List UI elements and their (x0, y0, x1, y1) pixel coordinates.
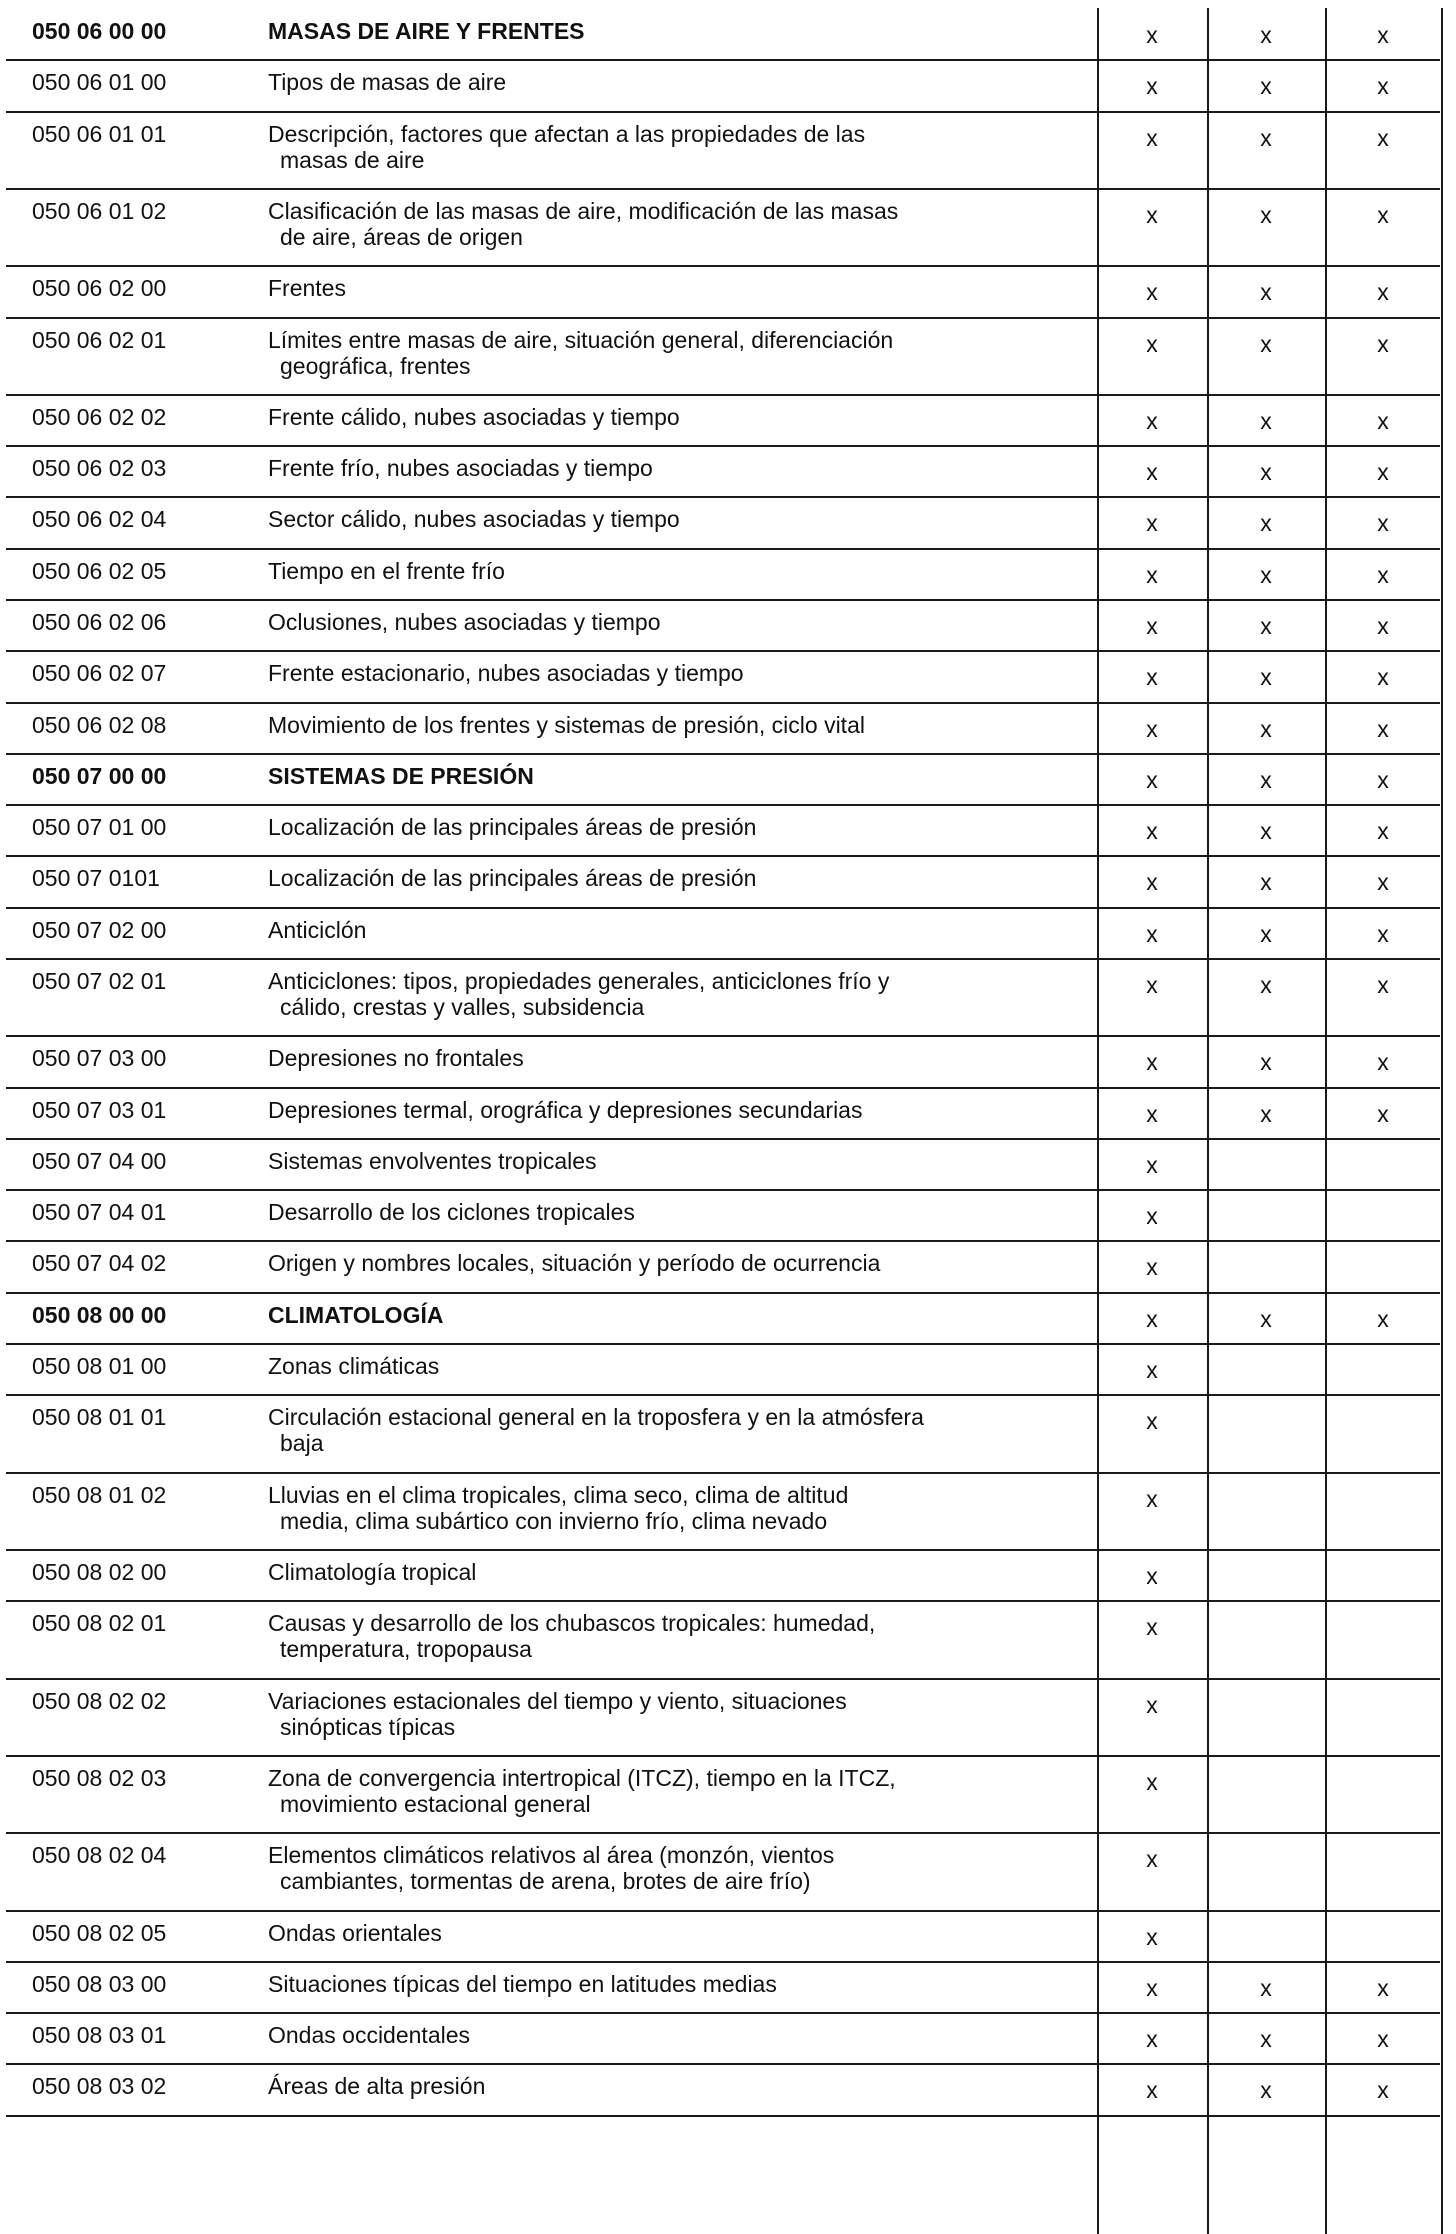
row-description: de aire, áreas de origen (280, 223, 523, 250)
row-code: 050 08 02 05 (32, 1919, 167, 1946)
row-description: movimiento estacional general (280, 1790, 591, 1817)
row-rule (6, 445, 1440, 447)
row-code: 050 07 03 01 (32, 1096, 167, 1123)
check-mark: x (1377, 1049, 1389, 1076)
check-mark: x (1260, 459, 1272, 486)
check-mark: x (1146, 510, 1158, 537)
row-code: 050 08 03 01 (32, 2022, 167, 2049)
row-description: cálido, crestas y valles, subsidencia (280, 993, 645, 1020)
row-description: Zonas climáticas (268, 1352, 440, 1379)
check-mark: x (1260, 561, 1272, 588)
check-mark: x (1377, 1974, 1389, 2001)
check-mark: x (1377, 201, 1389, 228)
check-mark: x (1146, 1485, 1158, 1512)
check-mark: x (1146, 818, 1158, 845)
row-rule (6, 907, 1440, 909)
check-mark: x (1260, 664, 1272, 691)
row-description: Desarrollo de los ciclones tropicales (268, 1199, 635, 1226)
row-code: 050 06 02 07 (32, 660, 167, 687)
check-mark: x (1260, 124, 1272, 151)
row-rule (6, 317, 1440, 319)
check-mark: x (1260, 73, 1272, 100)
check-mark: x (1260, 2026, 1272, 2053)
check-mark: x (1146, 1562, 1158, 1589)
row-description: Frente estacionario, nubes asociadas y tiempo (268, 660, 744, 687)
check-mark: x (1146, 1974, 1158, 2001)
row-description: Causas y desarrollo de los chubascos tropicales: humedad, (268, 1610, 876, 1637)
row-code: 050 06 00 00 (32, 18, 167, 44)
row-rule (6, 496, 1440, 498)
check-mark: x (1146, 407, 1158, 434)
row-description: Ondas occidentales (268, 2022, 471, 2049)
row-description: Anticiclones: tipos, propiedades generales, anticiclones frío y (268, 967, 890, 994)
column-rule (1097, 8, 1099, 2234)
check-mark: x (1146, 1691, 1158, 1718)
row-code: 050 06 02 08 (32, 711, 167, 738)
row-rule (6, 702, 1440, 704)
check-mark: x (1377, 279, 1389, 306)
row-code: 050 08 00 00 (32, 1301, 167, 1328)
row-description: MASAS DE AIRE Y FRENTES (268, 18, 585, 44)
row-code: 050 06 02 06 (32, 609, 167, 635)
row-code: 050 08 01 00 (32, 1352, 167, 1379)
row-code: 050 06 02 04 (32, 506, 167, 533)
row-code: 050 07 04 01 (32, 1199, 167, 1226)
check-mark: x (1146, 920, 1158, 947)
check-mark: x (1146, 971, 1158, 998)
check-mark: x (1260, 2077, 1272, 2104)
row-rule (6, 1472, 1440, 1474)
row-description: masas de aire (280, 146, 425, 173)
row-rule (6, 1189, 1440, 1191)
row-rule (6, 1394, 1440, 1396)
row-description: Anticiclón (268, 916, 367, 943)
row-code: 050 07 01 00 (32, 814, 167, 841)
row-code: 050 07 04 00 (32, 1147, 167, 1174)
check-mark: x (1377, 869, 1389, 896)
row-code: 050 07 02 01 (32, 967, 167, 994)
check-mark: x (1146, 2077, 1158, 2104)
check-mark: x (1260, 869, 1272, 896)
row-rule (6, 1549, 1440, 1551)
row-code: 050 06 02 00 (32, 275, 167, 302)
row-code: 050 06 01 00 (32, 69, 167, 96)
row-rule (6, 1961, 1440, 1963)
row-code: 050 06 02 05 (32, 557, 167, 584)
row-description: Depresiones termal, orográfica y depresiones secundarias (268, 1096, 863, 1123)
row-description: Ondas orientales (268, 1919, 442, 1946)
check-mark: x (1377, 73, 1389, 100)
check-mark: x (1260, 1974, 1272, 2001)
column-rule (1441, 8, 1443, 2234)
row-code: 050 06 01 01 (32, 120, 167, 147)
row-code: 050 08 02 02 (32, 1687, 167, 1714)
row-rule (6, 1910, 1440, 1912)
check-mark: x (1146, 1203, 1158, 1230)
check-mark: x (1260, 1049, 1272, 1076)
row-rule (6, 2063, 1440, 2065)
row-description: CLIMATOLOGÍA (268, 1301, 444, 1328)
row-description: cambiantes, tormentas de arena, brotes de aire frío) (280, 1868, 811, 1895)
check-mark: x (1260, 330, 1272, 357)
check-mark: x (1377, 920, 1389, 947)
row-rule (6, 59, 1440, 61)
check-mark: x (1377, 124, 1389, 151)
row-rule (6, 1292, 1440, 1294)
row-description: geográfica, frentes (280, 352, 471, 379)
row-rule (6, 1678, 1440, 1680)
row-description: media, clima subártico con invierno frío, clima nevado (280, 1507, 828, 1534)
check-mark: x (1146, 459, 1158, 486)
row-description: Frente cálido, nubes asociadas y tiempo (268, 403, 680, 430)
row-description: Tiempo en el frente frío (268, 557, 505, 584)
check-mark: x (1377, 2026, 1389, 2053)
check-mark: x (1260, 1305, 1272, 1332)
row-rule (6, 753, 1440, 755)
check-mark: x (1146, 1049, 1158, 1076)
check-mark: x (1377, 510, 1389, 537)
check-mark: x (1146, 1614, 1158, 1641)
check-mark: x (1146, 1923, 1158, 1950)
row-code: 050 08 01 02 (32, 1481, 167, 1508)
check-mark: x (1146, 2026, 1158, 2053)
check-mark: x (1146, 869, 1158, 896)
row-code: 050 06 02 03 (32, 455, 167, 482)
check-mark: x (1146, 73, 1158, 100)
row-code: 050 08 03 02 (32, 2073, 167, 2100)
row-rule (6, 1832, 1440, 1834)
row-description: Elementos climáticos relativos al área (monzón, vientos (268, 1842, 835, 1869)
row-code: 050 08 02 03 (32, 1764, 167, 1791)
row-rule (6, 394, 1440, 396)
check-mark: x (1260, 201, 1272, 228)
check-mark: x (1377, 664, 1389, 691)
row-rule (6, 599, 1440, 601)
row-code: 050 08 02 00 (32, 1558, 167, 1585)
row-code: 050 06 02 02 (32, 403, 167, 430)
check-mark: x (1146, 766, 1158, 793)
check-mark: x (1146, 1408, 1158, 1435)
check-mark: x (1146, 1151, 1158, 1178)
row-code: 050 06 02 01 (32, 326, 167, 353)
row-description: baja (280, 1430, 324, 1457)
check-mark: x (1260, 510, 1272, 537)
check-mark: x (1146, 22, 1158, 48)
row-description: temperatura, tropopausa (280, 1636, 532, 1663)
row-description: Áreas de alta presión (268, 2073, 486, 2100)
row-code: 050 07 02 00 (32, 916, 167, 943)
row-description: Zona de convergencia intertropical (ITCZ), tiempo en la ITCZ, (268, 1764, 896, 1791)
row-description: Localización de las principales áreas de presión (268, 865, 757, 892)
check-mark: x (1260, 920, 1272, 947)
check-mark: x (1260, 22, 1272, 48)
row-description: Clasificación de las masas de aire, modificación de las masas (268, 197, 899, 224)
row-description: Movimiento de los frentes y sistemas de presión, ciclo vital (268, 711, 865, 738)
check-mark: x (1377, 1305, 1389, 1332)
check-mark: x (1377, 459, 1389, 486)
row-rule (6, 1240, 1440, 1242)
row-description: Localización de las principales áreas de presión (268, 814, 757, 841)
row-rule (6, 958, 1440, 960)
row-rule (6, 1138, 1440, 1140)
check-mark: x (1260, 279, 1272, 306)
check-mark: x (1146, 1846, 1158, 1873)
row-code: 050 08 03 00 (32, 1970, 167, 1997)
row-code: 050 08 01 01 (32, 1404, 167, 1431)
check-mark: x (1377, 715, 1389, 742)
row-description: Variaciones estacionales del tiempo y viento, situaciones (268, 1687, 847, 1714)
row-description: Circulación estacional general en la troposfera y en la atmósfera (268, 1404, 924, 1431)
row-code: 050 07 03 00 (32, 1045, 167, 1072)
row-description: Frentes (268, 275, 346, 302)
row-description: Descripción, factores que afectan a las propiedades de las (268, 120, 866, 147)
row-description: Oclusiones, nubes asociadas y tiempo (268, 609, 661, 635)
check-mark: x (1146, 664, 1158, 691)
check-mark: x (1377, 2077, 1389, 2104)
row-description: Situaciones típicas del tiempo en latitudes medias (268, 1970, 777, 1997)
check-mark: x (1377, 818, 1389, 845)
row-code: 050 07 04 02 (32, 1250, 167, 1277)
row-description: Lluvias en el clima tropicales, clima seco, clima de altitud (268, 1481, 849, 1508)
row-rule (6, 1755, 1440, 1757)
row-rule (6, 855, 1440, 857)
row-description: Origen y nombres locales, situación y período de ocurrencia (268, 1250, 881, 1277)
check-mark: x (1260, 613, 1272, 639)
check-mark: x (1377, 613, 1389, 639)
row-code: 050 07 00 00 (32, 762, 167, 789)
row-description: Tipos de masas de aire (268, 69, 507, 96)
row-rule (6, 1600, 1440, 1602)
check-mark: x (1377, 561, 1389, 588)
check-mark: x (1146, 330, 1158, 357)
row-rule (6, 804, 1440, 806)
row-rule (6, 1035, 1440, 1037)
row-code: 050 08 02 01 (32, 1610, 167, 1637)
check-mark: x (1146, 279, 1158, 306)
row-rule (6, 111, 1440, 113)
row-rule (6, 1087, 1440, 1089)
row-description: Depresiones no frontales (268, 1045, 524, 1072)
check-mark: x (1146, 1305, 1158, 1332)
check-mark: x (1146, 715, 1158, 742)
check-mark: x (1377, 407, 1389, 434)
check-mark: x (1146, 1768, 1158, 1795)
check-mark: x (1146, 124, 1158, 151)
row-description: Climatología tropical (268, 1558, 477, 1585)
check-mark: x (1146, 613, 1158, 639)
check-mark: x (1146, 1100, 1158, 1127)
check-mark: x (1377, 766, 1389, 793)
row-code: 050 06 01 02 (32, 197, 167, 224)
row-rule (6, 1343, 1440, 1345)
check-mark: x (1260, 971, 1272, 998)
check-mark: x (1260, 1100, 1272, 1127)
row-rule (6, 2115, 1440, 2117)
check-mark: x (1377, 330, 1389, 357)
row-description: SISTEMAS DE PRESIÓN (268, 762, 534, 789)
row-code: 050 07 0101 (32, 865, 160, 892)
row-rule (6, 265, 1440, 267)
row-rule (6, 650, 1440, 652)
check-mark: x (1260, 407, 1272, 434)
check-mark: x (1260, 818, 1272, 845)
check-mark: x (1146, 201, 1158, 228)
row-description: Frente frío, nubes asociadas y tiempo (268, 455, 653, 482)
row-description: Límites entre masas de aire, situación general, diferenciación (268, 326, 894, 353)
check-mark: x (1377, 971, 1389, 998)
row-description: Sector cálido, nubes asociadas y tiempo (268, 506, 680, 533)
check-mark: x (1377, 1100, 1389, 1127)
check-mark: x (1146, 1356, 1158, 1383)
row-rule (6, 188, 1440, 190)
check-mark: x (1260, 715, 1272, 742)
column-rule (1207, 8, 1209, 2234)
check-mark: x (1146, 561, 1158, 588)
check-mark: x (1260, 766, 1272, 793)
check-mark: x (1377, 22, 1389, 48)
column-rule (1325, 8, 1327, 2234)
row-rule (6, 548, 1440, 550)
check-mark: x (1146, 1254, 1158, 1281)
row-rule (6, 2012, 1440, 2014)
row-description: Sistemas envolventes tropicales (268, 1147, 597, 1174)
row-description: sinópticas típicas (280, 1713, 456, 1740)
row-code: 050 08 02 04 (32, 1842, 167, 1869)
